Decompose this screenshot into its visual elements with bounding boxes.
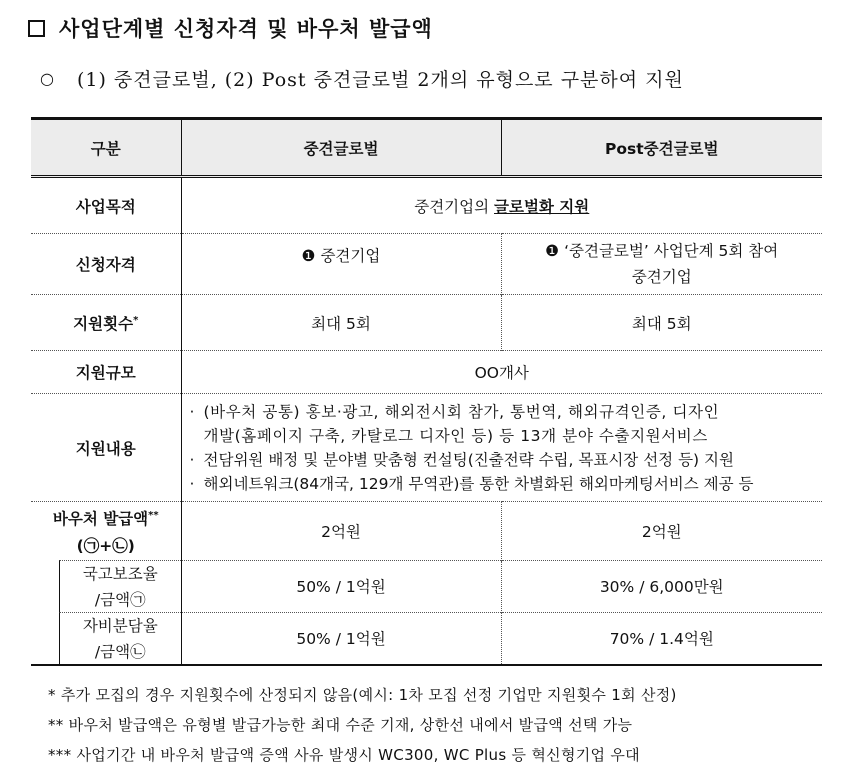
section-heading-text: 사업단계별 신청자격 및 바우처 발급액: [59, 17, 433, 41]
row-label: 지원내용: [31, 394, 181, 502]
count-global: 최대 5회: [181, 295, 501, 351]
support-table: [31, 117, 822, 666]
eligibility-post-line2: 중견기업: [631, 268, 692, 286]
row-voucher: [31, 502, 822, 561]
eligibility-post-global: [501, 234, 822, 295]
count-post-global: 최대 5회: [501, 295, 822, 351]
row-subsidy: [31, 560, 822, 612]
subsidy-label-cell: [31, 560, 181, 612]
self-pay-label: [59, 612, 181, 664]
header-global: 중견글로벌: [181, 119, 501, 177]
row-self-pay: [31, 612, 822, 665]
purpose-emphasis: 글로벌화 지원: [494, 197, 590, 216]
subsidy-global: 50% / 1억원: [181, 560, 501, 612]
contents-list: [182, 398, 823, 498]
purpose-prefix: 중견기업의: [414, 197, 495, 216]
voucher-global: 2억원: [181, 502, 501, 561]
bullet-dot: ·: [189, 402, 196, 421]
square-bullet-icon: [28, 20, 45, 37]
count-label-text: 지원횟수: [73, 314, 134, 333]
voucher-label-mark: **: [148, 510, 159, 521]
contents-item-2: 전담위원 배정 및 분야별 맞춤형 컨설팅(진출전략 수립, 목표시장 선정 등) 지원: [203, 450, 734, 469]
footnotes: [48, 680, 677, 770]
self-pay-global: 50% / 1억원: [181, 612, 501, 665]
footnote-2: ** 바우처 발급액은 유형별 발급가능한 최대 수준 기재, 상한선 내에서 발급액 선택 가능: [48, 716, 633, 734]
bullet-dot: ·: [189, 474, 195, 493]
subsidy-post-global: 30% / 6,000만원: [501, 560, 822, 612]
subheading: [40, 60, 684, 96]
contents-cell: [181, 394, 822, 502]
table-header-row: [31, 119, 822, 177]
subsidy-label-line1: 국고보조율: [82, 564, 158, 583]
row-count: [31, 295, 822, 351]
footnote-1: * 추가 모집의 경우 지원횟수에 산정되지 않음(예시: 1차 모집 선정 기업만 지원횟수 1회 산정): [48, 686, 677, 704]
row-label: 지원규모: [31, 351, 181, 394]
voucher-label-formula: (㉠+㉡): [76, 537, 135, 556]
contents-item-1-line2: 개발(홈페이지 구축, 카탈로그 디자인 등) 등 13개 분야 수출지원서비스: [203, 426, 708, 445]
subsidy-label-line2: /금액㉠: [94, 590, 146, 609]
section-heading: [28, 8, 433, 48]
contents-item-3: 해외네트워크(84개국, 129개 무역관)를 통한 차별화된 해외마케팅서비스 제공 등: [203, 474, 754, 493]
eligibility-global: ❶ 중견기업: [181, 234, 501, 295]
subheading-text: (1) 중견글로벌, (2) Post 중견글로벌 2개의 유형으로 구분하여 지원: [76, 68, 684, 91]
bullet-dot: ·: [189, 450, 195, 469]
row-label: [31, 502, 181, 561]
list-item: [190, 448, 817, 472]
row-label: 신청자격: [31, 234, 181, 295]
count-label-mark: *: [133, 314, 139, 326]
self-pay-label-line1: 자비분담율: [82, 616, 158, 635]
self-pay-label-cell: [31, 612, 181, 665]
list-item: [190, 400, 817, 448]
row-label: 사업목적: [75, 197, 136, 216]
row-contents: [31, 394, 822, 502]
purpose-cell: [181, 177, 822, 234]
circle-bullet-icon: ○: [40, 68, 55, 88]
eligibility-post-line1: ❶ ‘중견글로벌’ 사업단계 5회 참여: [545, 242, 779, 260]
self-pay-label-line2: /금액㉡: [94, 642, 146, 661]
subsidy-label: [59, 560, 181, 612]
scale-cell: OO개사: [181, 351, 822, 394]
footnote-3: *** 사업기간 내 바우처 발급액 증액 사유 발생시 WC300, WC Plus 등 혁신형기업 우대: [48, 746, 640, 764]
list-item: [190, 472, 817, 496]
contents-item-1-line1: (바우처 공통) 홍보·광고, 해외전시회 참가, 통번역, 해외규격인증, 디자인: [203, 402, 720, 421]
voucher-post-global: 2억원: [501, 502, 822, 561]
row-eligibility: [31, 234, 822, 295]
row-label: [31, 295, 181, 351]
header-post-global: Post중견글로벌: [501, 119, 822, 177]
voucher-label-text: 바우처 발급액: [52, 510, 149, 529]
header-category: 구분: [31, 119, 181, 177]
row-scale: [31, 351, 822, 394]
self-pay-post-global: 70% / 1.4억원: [501, 612, 822, 665]
row-purpose: [31, 177, 822, 234]
